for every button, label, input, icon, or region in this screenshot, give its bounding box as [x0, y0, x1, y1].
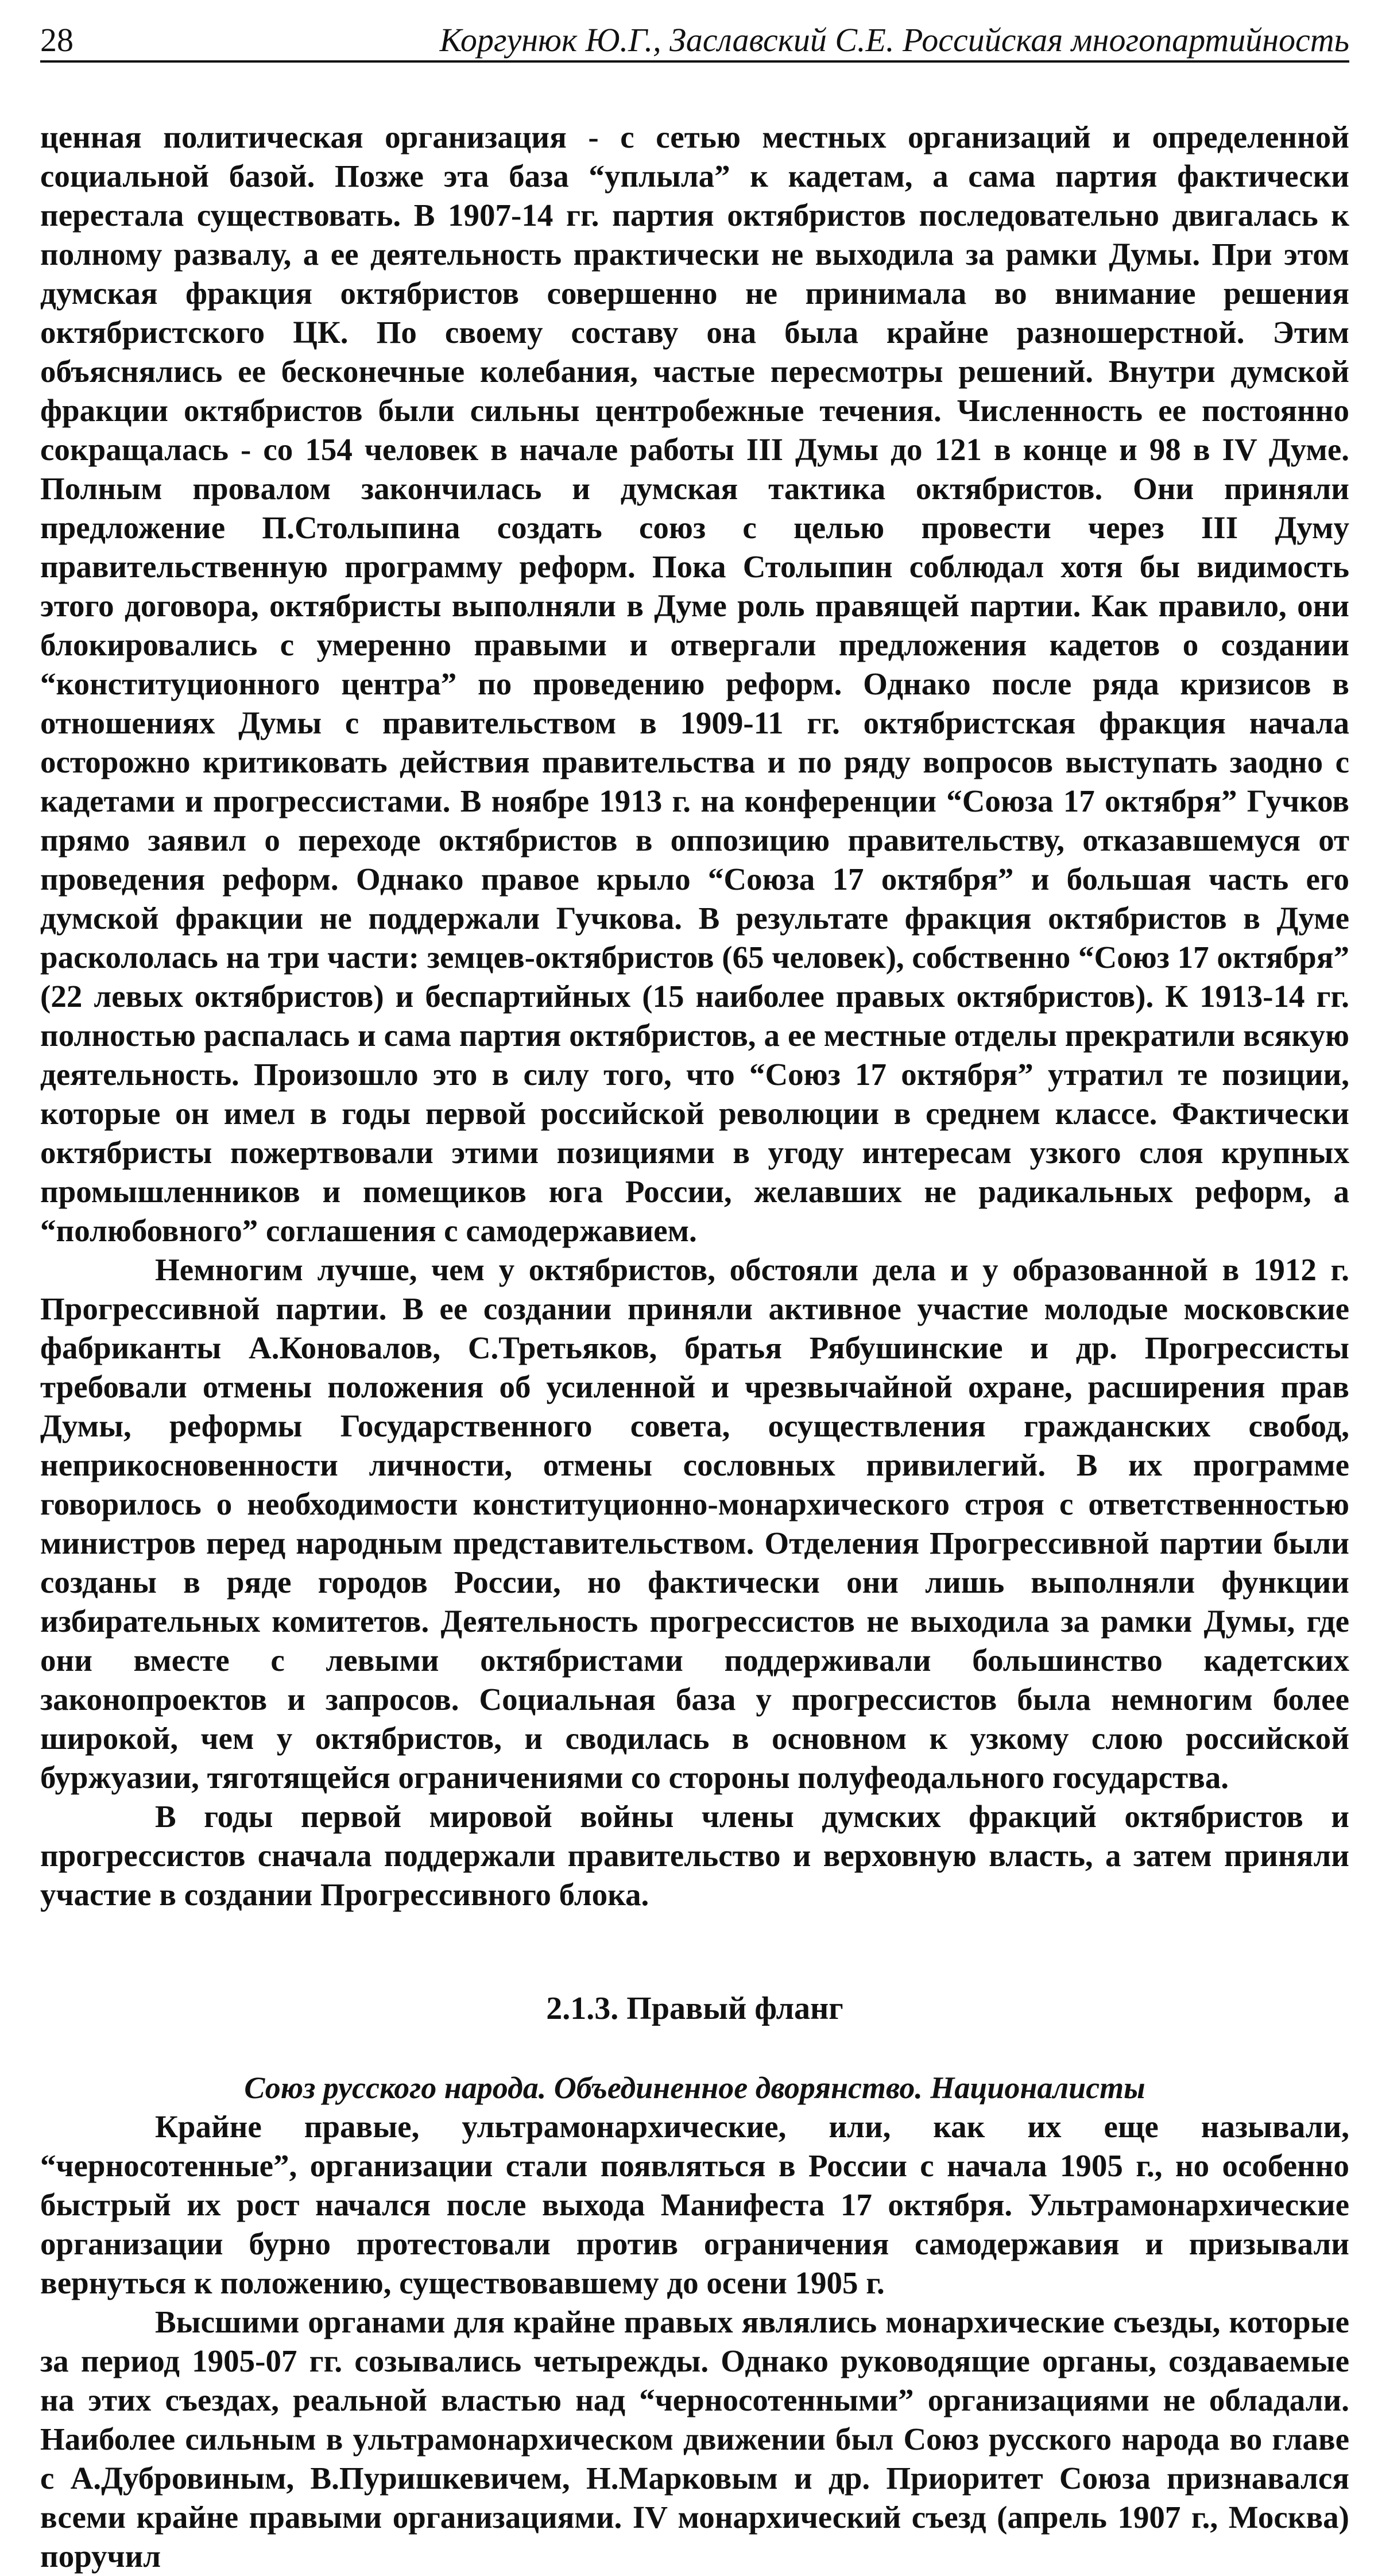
section-subtitle: Союз русского народа. Объединенное дворянство. Националисты [244, 2071, 1145, 2105]
section-title: 2.1.3. Правый фланг [546, 1991, 843, 2026]
header-rule [40, 60, 1349, 63]
paragraph: Немногим лучше, чем у октябристов, обстояли дела и у образованной в 1912 г. Прогрессивной партии. В ее создании приняли активное участие молодые московские фабриканты А.Коновалов, С.Третьяков, братья Рябушинские и др. Прогрессисты требовали отмены положения об усиленной и чрезвычайной охране, расширения прав Думы, реформы Государственного совета, осуществления гражданских свобод, неприкосновенности личности, отмены сословных привилегий. В их программе говорилось о необходимости конституционно-монархического строя с ответственностью министров перед народным представительством. Отделения Прогрессивной партии были созданы в ряде городов России, но фактически они лишь выполняли функции избирательных комитетов. Деятельность прогрессистов не выходила за рамки Думы, где они вместе с левыми октябристами поддерживали большинство кадетских законопроектов и запросов. Социальная база у прогрессистов была немногим более широкой, чем у октябристов, и сводилась в основном к узкому слою российской буржуазии, тяготящейся ограничениями со стороны полуфеодального государства. [40, 1252, 1349, 1795]
page-number: 28 [40, 21, 73, 59]
page-header [40, 17, 1349, 63]
running-title: Коргунюк Ю.Г., Заславский С.Е. Российская многопартийность [439, 21, 1349, 59]
body-text [40, 118, 1349, 2576]
paragraph: В годы первой мировой войны члены думских фракций октябристов и прогрессистов сначала поддержали правительство и верховную власть, а затем приняли участие в создании Прогрессивного блока. [40, 1799, 1349, 1912]
paragraph: Крайне правые, ультрамонархические, или, как их еще называли, “черносотенные”, организации стали появляться в России с начала 1905 г., но особенно быстрый их рост начался после выхода Манифеста 17 октября. Ультрамонархические организации бурно протестовали против ограничения самодержавия и призывали вернуться к положению, существовавшему до осени 1905 г. [40, 2109, 1349, 2300]
paragraph: Высшими органами для крайне правых являлись монархические съезды, которые за период 1905-07 гг. созывались четырежды. Однако руководящие органы, создаваемые на этих съездах, реальной властью над “черносотенными” организациями не обладали. Наиболее сильным в ультрамонархическом движении был Союз русского народа во главе с А.Дубровиным, В.Пуришкевичем, Н.Марковым и др. Приоритет Союза признавался всеми крайне правыми организациями. IV монархический съезд (апрель 1907 г., Москва) поручил [40, 2304, 1349, 2574]
paragraph: ценная политическая организация - с сетью местных организаций и определенной социальной базой. Позже эта база “уплыла” к кадетам, а сама партия фактически перестала существовать. В 1907-14 гг. партия октябристов последовательно двигалась к полному развалу, а ее деятельность практически не выходила за рамки Думы. При этом думская фракция октябристов совершенно не принимала во внимание решения октябристского ЦК. По своему составу она была крайне разношерстной. Этим объяснялись ее бесконечные колебания, частые пересмотры решений. Внутри думской фракции октябристов были сильны центробежные течения. Численность ее постоянно сокращалась - со 154 человек в начале работы III Думы до 121 в конце и 98 в IV Думе. Полным провалом закончилась и думская тактика октябристов. Они приняли предложение П.Столыпина создать союз с целью провести через III Думу правительственную программу реформ. Пока Столыпин соблюдал хотя бы видимость этого договора, октябристы выполняли в Думе роль правящей партии. Как правило, они блокировались с умеренно правыми и отвергали предложения кадетов о создании “конституционного центра” по проведению реформ. Однако после ряда кризисов в отношениях Думы с правительством в 1909-11 гг. октябристская фракция начала осторожно критиковать действия правительства и по ряду вопросов выступать заодно с кадетами и прогрессистами. В ноябре 1913 г. на конференции “Союза 17 октября” Гучков прямо заявил о переходе октябристов в оппозицию правительству, отказавшемуся от проведения реформ. Однако правое крыло “Союза 17 октября” и большая часть его думской фракции не поддержали Гучкова. В результате фракция октябристов в Думе раскололась на три части: земцев-октябристов (65 человек), собственно “Союз 17 октября” (22 левых октябристов) и беспартийных (15 наиболее правых октябристов). К 1913-14 гг. полностью распалась и сама партия октябристов, а ее местные отделы прекратили всякую деятельность. Произошло это в силу того, что “Союз 17 октября” утратил те позиции, которые он имел в годы первой российской революции в среднем классе. Фактически октябристы пожертвовали этими позициями в угоду интересам узкого слоя крупных промышленников и помещиков юга России, желавших не радикальных реформ, а “полюбовного” соглашения с самодержавием. [40, 119, 1349, 1248]
